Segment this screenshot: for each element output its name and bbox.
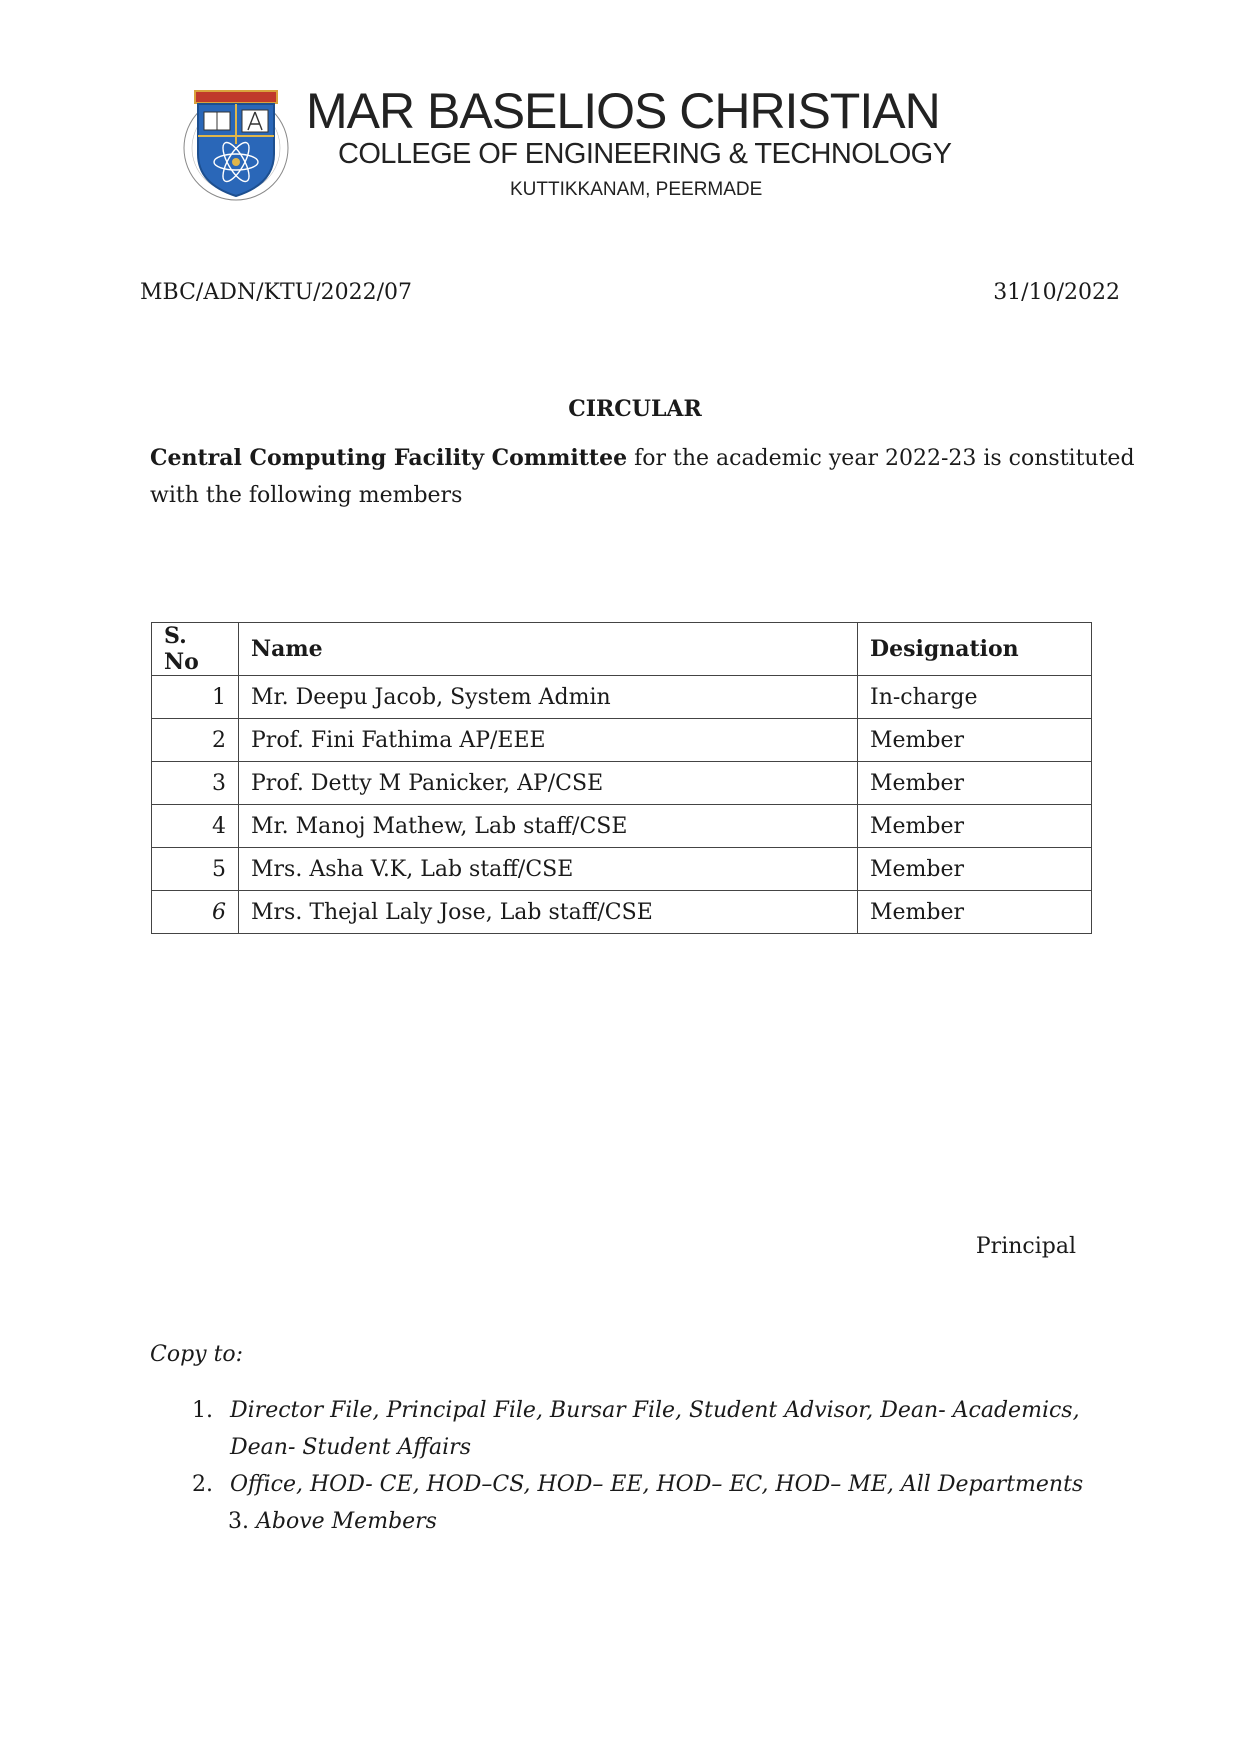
header-name: Name (239, 623, 858, 676)
cell-sno: 3 (152, 762, 239, 805)
intro-text: for the academic year 2022-23 is constituted with the following members (150, 446, 1135, 508)
list-item (150, 1466, 1090, 1503)
cell-name: Prof. Detty M Panicker, AP/CSE (239, 762, 858, 805)
cell-sno: 5 (152, 848, 239, 891)
circular-title: CIRCULAR (568, 396, 702, 422)
college-name: MAR BASELIOS CHRISTIAN (306, 83, 940, 139)
header-sno: S. No (152, 623, 239, 676)
list-text: Office, HOD- CE, HOD–CS, HOD– EE, HOD– EC, HOD– ME, All Departments (230, 1472, 1084, 1497)
list-item (150, 1392, 1090, 1466)
list-text: Director File, Principal File, Bursar File, Student Advisor, Dean- Academics, Dean- Student Affairs (230, 1398, 1080, 1460)
table-row (152, 891, 1092, 934)
cell-name: Mr. Deepu Jacob, System Admin (239, 676, 858, 719)
cell-designation: Member (858, 762, 1092, 805)
table-row (152, 719, 1092, 762)
list-item (150, 1503, 1090, 1540)
list-number: 1. (192, 1398, 213, 1423)
college-location: KUTTIKKANAM, PEERMADE (510, 179, 763, 200)
members-table (151, 622, 1092, 934)
signatory: Principal (975, 1234, 1076, 1259)
college-crest-logo (178, 84, 296, 202)
cell-designation: In-charge (858, 676, 1092, 719)
letterhead (178, 84, 1018, 204)
table-row (152, 762, 1092, 805)
list-number: 2. (192, 1472, 213, 1497)
cell-name: Mr. Manoj Mathew, Lab staff/CSE (239, 805, 858, 848)
cell-sno: 2 (152, 719, 239, 762)
circular-date: 31/10/2022 (993, 280, 1120, 305)
table-row (152, 676, 1092, 719)
cell-designation: Member (858, 719, 1092, 762)
list-text: Above Members (256, 1509, 437, 1534)
cell-designation: Member (858, 848, 1092, 891)
cell-name: Prof. Fini Fathima AP/EEE (239, 719, 858, 762)
table-header-row (152, 623, 1092, 676)
table-row (152, 805, 1092, 848)
intro-paragraph (150, 440, 1140, 514)
table-row (152, 848, 1092, 891)
copy-to-list (150, 1392, 1090, 1540)
college-subtitle: COLLEGE OF ENGINEERING & TECHNOLOGY (338, 138, 952, 170)
cell-name: Mrs. Asha V.K, Lab staff/CSE (239, 848, 858, 891)
cell-sno: 6 (152, 891, 239, 934)
list-number: 3. (228, 1509, 249, 1534)
header-designation: Designation (858, 623, 1092, 676)
cell-designation: Member (858, 891, 1092, 934)
committee-name: Central Computing Facility Committee (150, 445, 628, 471)
cell-sno: 4 (152, 805, 239, 848)
cell-designation: Member (858, 805, 1092, 848)
copy-to-label: Copy to: (150, 1342, 244, 1367)
cell-name: Mrs. Thejal Laly Jose, Lab staff/CSE (239, 891, 858, 934)
cell-sno: 1 (152, 676, 239, 719)
reference-number: MBC/ADN/KTU/2022/07 (140, 280, 412, 305)
